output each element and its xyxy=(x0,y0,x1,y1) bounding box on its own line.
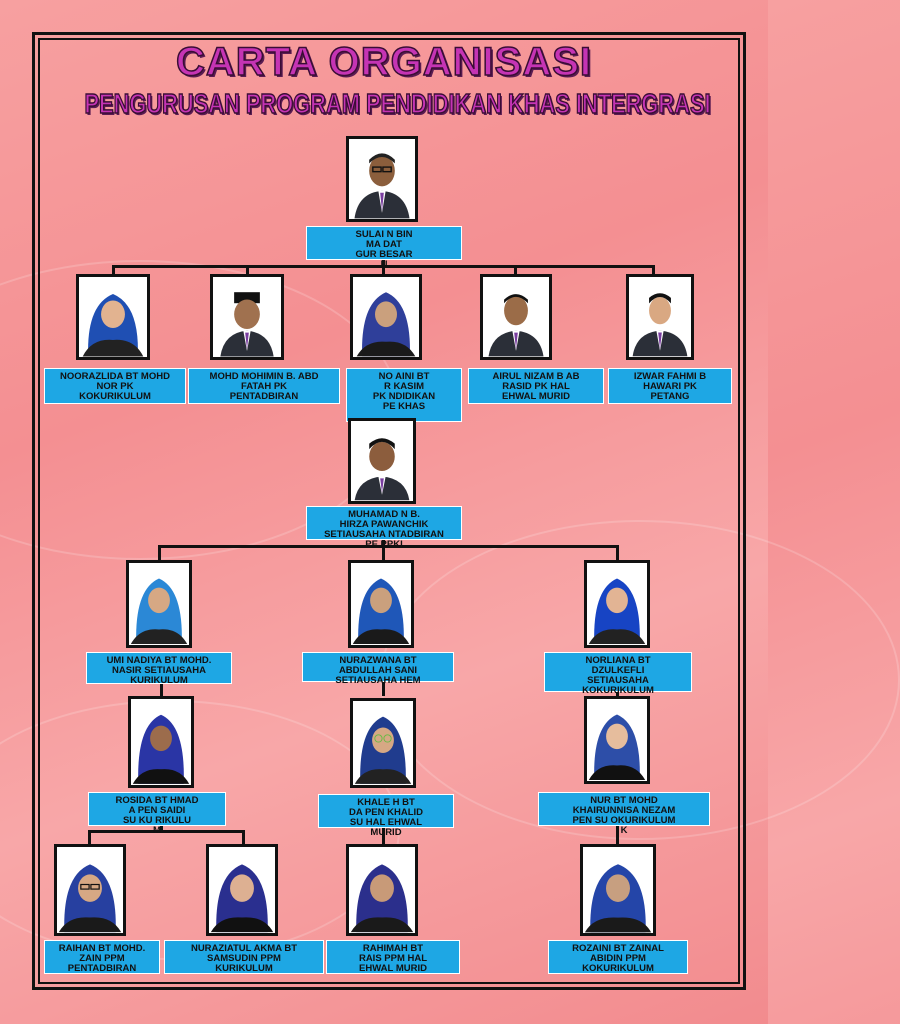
connector-line xyxy=(158,545,161,561)
label-setiausaha-hem: NURAZWANA BT ABDULLAH SANI SETIAUSAHA HEM xyxy=(302,652,454,682)
photo-setiausaha-kurikulum xyxy=(126,560,192,648)
photo-guru-besar xyxy=(346,136,418,222)
photo-pk-kokurikulum xyxy=(76,274,150,360)
label-ppm-pentadbiran: RAIHAN BT MOHD. ZAIN PPM PENTADBIRAN xyxy=(44,940,160,974)
label-ppm-hal-ehwal-murid: RAHIMAH BT RAIS PPM HAL EHWAL MURID xyxy=(326,940,460,974)
connector-line xyxy=(88,830,91,844)
photo-pen-su-kokurikulum xyxy=(584,696,650,784)
portrait-woman-icon xyxy=(353,277,419,357)
connector-line xyxy=(242,830,245,844)
photo-pk-petang xyxy=(626,274,694,360)
connector-line xyxy=(616,826,619,844)
portrait-woman-icon xyxy=(129,563,189,645)
connector-line xyxy=(88,830,244,833)
photo-ppm-hal-ehwal-murid xyxy=(346,844,418,936)
photo-pen-su-kurikulum xyxy=(128,696,194,788)
photo-ppm-kokurikulum xyxy=(580,844,656,936)
portrait-woman-icon xyxy=(57,847,123,933)
portrait-man-icon xyxy=(349,139,415,219)
photo-setiausaha-kokurikulum xyxy=(584,560,650,648)
photo-pen-su-hal-ehwal-murid xyxy=(350,698,416,788)
portrait-woman-icon xyxy=(353,701,413,785)
portrait-woman-icon xyxy=(583,847,653,933)
label-pk-petang: IZWAR FAHMI B HAWARI PK PETANG xyxy=(608,368,732,404)
label-ppm-kokurikulum: ROZAINI BT ZAINAL ABIDIN PPM KOKURIKULUM xyxy=(548,940,688,974)
label-pen-su-kurikulum: ROSIDA BT HMAD A PEN SAIDI SU KU RIKULU M xyxy=(88,792,226,826)
chart-subtitle: PENGURUSAN PROGRAM PENDIDIKAN KHAS INTERGRASI xyxy=(84,88,711,119)
label-ppm-kurikulum: NURAZIATUL AKMA BT SAMSUDIN PPM KURIKULUM xyxy=(164,940,324,974)
portrait-man-icon xyxy=(629,277,691,357)
photo-pk-pentadbiran xyxy=(210,274,284,360)
label-setiausaha-pentadbiran: MUHAMAD N B. HIRZA PAWANCHIK SETIAUSAHA NTADBIRAN PE PPKI xyxy=(306,506,462,540)
portrait-man-icon xyxy=(213,277,281,357)
chart-title: CARTA ORGANISASI xyxy=(176,40,592,84)
label-setiausaha-kokurikulum: NORLIANA BT DZULKEFLI SETIAUSAHA KOKURIKULUM xyxy=(544,652,692,692)
portrait-woman-icon xyxy=(79,277,147,357)
label-setiausaha-kurikulum: UMI NADIYA BT MOHD. NASIR SETIAUSAHA KURIKULUM xyxy=(86,652,232,684)
label-guru-besar: SULAI N BIN MA DAT GUR BESAR U xyxy=(306,226,462,260)
portrait-woman-icon xyxy=(587,699,647,781)
connector-line xyxy=(616,545,619,561)
label-pk-kokurikulum: NOORAZLIDA BT MOHD NOR PK KOKURIKULUM xyxy=(44,368,186,404)
portrait-woman-icon xyxy=(131,699,191,785)
photo-pk-pendidikan-khas xyxy=(350,274,422,360)
photo-pk-hal-ehwal-murid xyxy=(480,274,552,360)
portrait-woman-icon xyxy=(351,563,411,645)
portrait-man-icon xyxy=(483,277,549,357)
portrait-woman-icon xyxy=(349,847,415,933)
label-pk-pendidikan-khas: NO AINI BT R KASIM PK NDIDIKAN PE KHAS xyxy=(346,368,462,422)
portrait-man-icon xyxy=(351,421,413,501)
portrait-woman-icon xyxy=(209,847,275,933)
photo-setiausaha-pentadbiran xyxy=(348,418,416,504)
portrait-woman-icon xyxy=(587,563,647,645)
label-pen-su-kokurikulum: NUR BT MOHD KHAIRUNNISA NEZAM PEN SU OKURIKULUM K xyxy=(538,792,710,826)
photo-setiausaha-hem xyxy=(348,560,414,648)
label-pen-su-hal-ehwal-murid: KHALE H BT DA PEN KHALID SU HAL EHWAL MURID xyxy=(318,794,454,828)
photo-ppm-pentadbiran xyxy=(54,844,126,936)
label-pk-hal-ehwal-murid: AIRUL NIZAM B AB RASID PK HAL EHWAL MURID xyxy=(468,368,604,404)
photo-ppm-kurikulum xyxy=(206,844,278,936)
label-pk-pentadbiran: MOHD MOHIMIN B. ABD FATAH PK PENTADBIRAN xyxy=(188,368,340,404)
